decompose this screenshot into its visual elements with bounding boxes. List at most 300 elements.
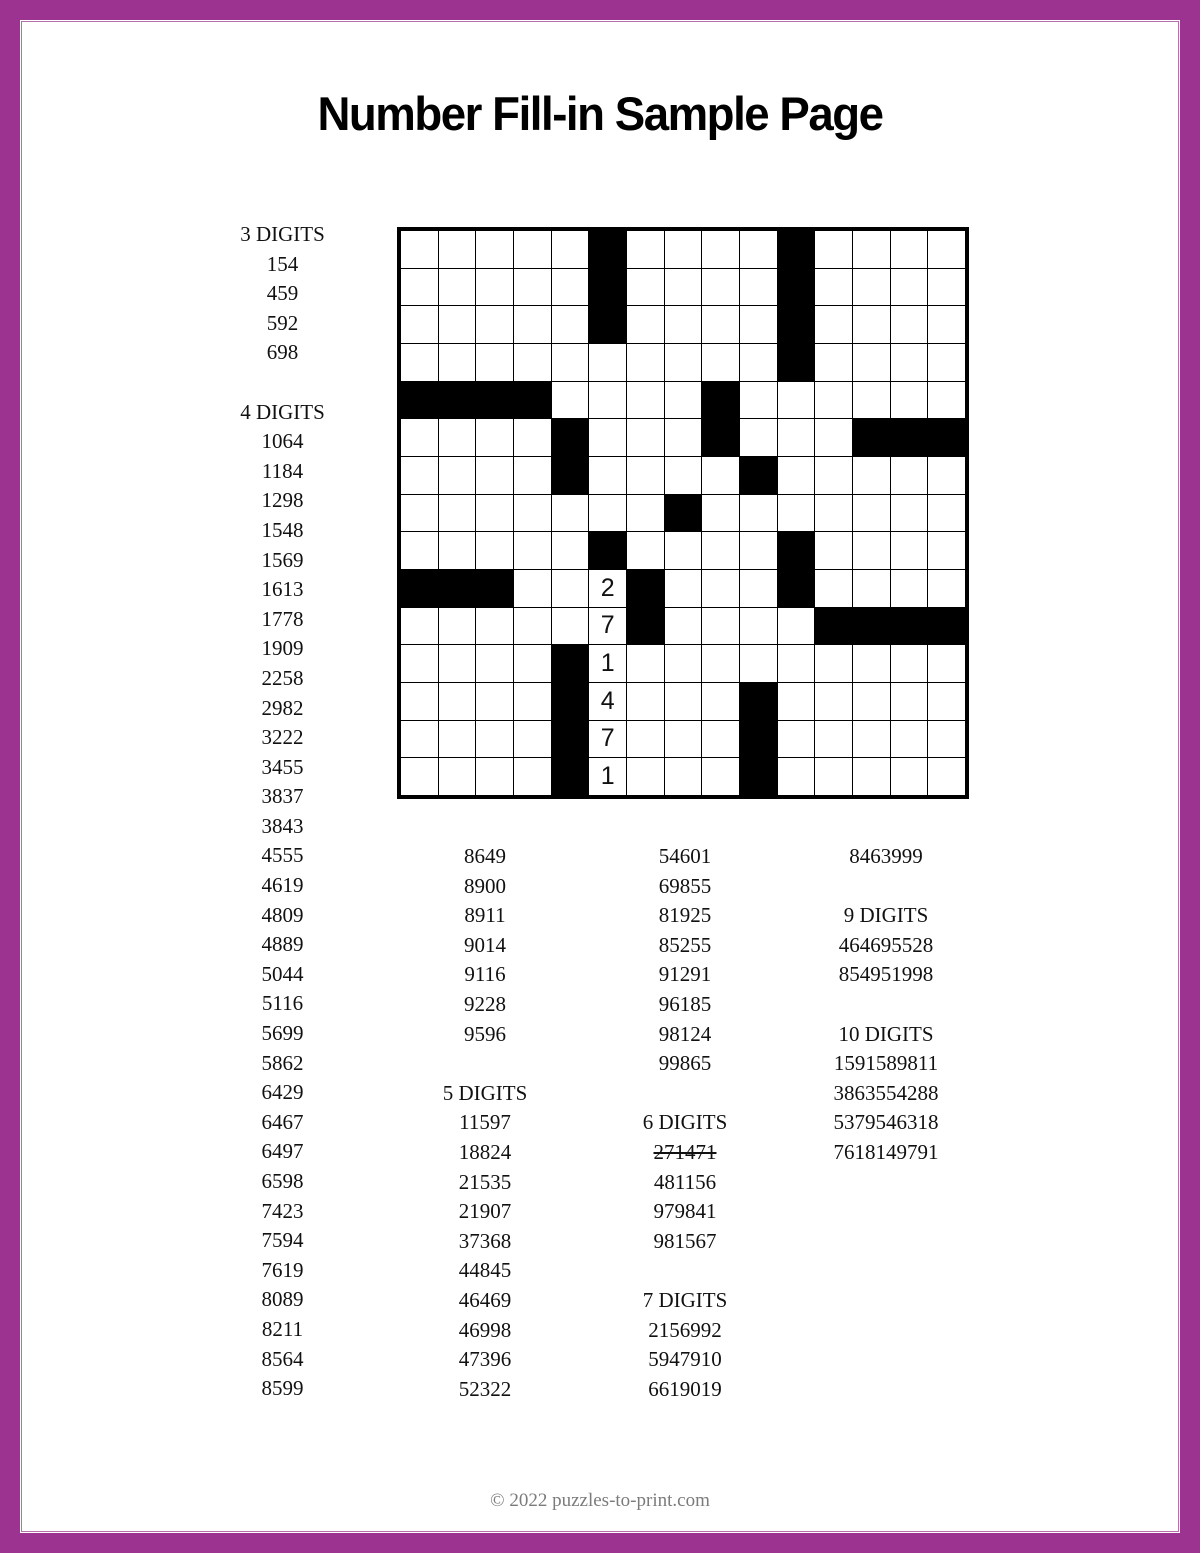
list-number: 9596 bbox=[464, 1021, 506, 1046]
grid-cell[interactable] bbox=[702, 570, 739, 607]
grid-cell[interactable] bbox=[627, 758, 664, 795]
grid-cell[interactable] bbox=[702, 495, 739, 532]
grid-cell[interactable]: 7 bbox=[589, 608, 626, 645]
grid-cell[interactable] bbox=[627, 231, 664, 268]
grid-cell[interactable] bbox=[401, 457, 438, 494]
grid-cell[interactable] bbox=[815, 231, 852, 268]
list-number: 3863554288 bbox=[833, 1080, 939, 1105]
grid-cell[interactable] bbox=[439, 532, 476, 569]
grid-cell[interactable] bbox=[476, 532, 513, 569]
list-number: 46998 bbox=[458, 1317, 512, 1342]
grid-cell[interactable] bbox=[815, 532, 852, 569]
grid-cell[interactable] bbox=[891, 645, 928, 682]
grid-cell-black bbox=[891, 608, 928, 645]
grid-cell[interactable] bbox=[778, 495, 815, 532]
list-blank-line bbox=[595, 1079, 775, 1109]
grid-cell[interactable] bbox=[627, 495, 664, 532]
grid-cell[interactable] bbox=[891, 758, 928, 795]
grid-cell[interactable] bbox=[740, 231, 777, 268]
grid-cell[interactable] bbox=[552, 231, 589, 268]
grid-cell-black bbox=[740, 683, 777, 720]
list-number: 99865 bbox=[658, 1051, 712, 1076]
grid-cell[interactable] bbox=[401, 495, 438, 532]
grid-cell[interactable] bbox=[439, 306, 476, 343]
grid-cell[interactable] bbox=[815, 419, 852, 456]
grid-cell[interactable] bbox=[514, 683, 551, 720]
grid-cell[interactable] bbox=[476, 457, 513, 494]
list-number: 11597 bbox=[459, 1110, 511, 1135]
grid-cell[interactable] bbox=[476, 231, 513, 268]
grid-cell[interactable] bbox=[702, 683, 739, 720]
grid-cell-black bbox=[702, 382, 739, 419]
grid-cell[interactable] bbox=[853, 344, 890, 381]
grid-cell[interactable] bbox=[702, 306, 739, 343]
grid-cell[interactable] bbox=[853, 683, 890, 720]
grid-cell-black bbox=[439, 570, 476, 607]
grid-cell-black bbox=[702, 419, 739, 456]
grid-cell[interactable] bbox=[665, 382, 702, 419]
list-number: 1613 bbox=[261, 577, 304, 602]
grid-cell[interactable] bbox=[891, 306, 928, 343]
puzzle-grid bbox=[397, 227, 969, 799]
grid-cell[interactable] bbox=[552, 382, 589, 419]
grid-cell[interactable] bbox=[740, 344, 777, 381]
grid-cell[interactable] bbox=[891, 721, 928, 758]
grid-cell[interactable] bbox=[702, 231, 739, 268]
list-number: 8564 bbox=[261, 1346, 304, 1371]
grid-cell-black bbox=[740, 721, 777, 758]
grid-cell-black bbox=[778, 570, 815, 607]
grid-cell[interactable] bbox=[740, 570, 777, 607]
grid-cell[interactable] bbox=[928, 382, 965, 419]
list-number: 3843 bbox=[261, 813, 304, 838]
grid-cell[interactable] bbox=[514, 758, 551, 795]
grid-cell-black bbox=[928, 419, 965, 456]
grid-cell[interactable] bbox=[514, 344, 551, 381]
grid-cell[interactable] bbox=[401, 532, 438, 569]
grid-cell-black bbox=[401, 570, 438, 607]
grid-cell-black bbox=[627, 570, 664, 607]
list-number: 459 bbox=[266, 281, 299, 306]
list-number: 47396 bbox=[458, 1347, 512, 1372]
list-number: 2258 bbox=[261, 665, 304, 690]
list-number: 5379546318 bbox=[833, 1110, 939, 1135]
grid-cell[interactable] bbox=[589, 495, 626, 532]
list-number: 592 bbox=[266, 310, 299, 335]
grid-cell[interactable] bbox=[514, 457, 551, 494]
list-number: 464695528 bbox=[838, 932, 934, 957]
list-number: 8463999 bbox=[849, 844, 923, 868]
clue-list-column-3 bbox=[595, 842, 775, 1404]
grid-cell[interactable] bbox=[891, 495, 928, 532]
list-number: 8089 bbox=[261, 1287, 304, 1312]
grid-cell[interactable] bbox=[891, 382, 928, 419]
list-number: 85255 bbox=[658, 932, 712, 957]
grid-cell-black bbox=[891, 419, 928, 456]
grid-cell[interactable] bbox=[401, 645, 438, 682]
grid-cell[interactable]: 2 bbox=[589, 570, 626, 607]
grid-cell[interactable] bbox=[815, 269, 852, 306]
grid-cell[interactable] bbox=[514, 419, 551, 456]
grid-cell[interactable] bbox=[778, 683, 815, 720]
page-title: Number Fill-in Sample Page bbox=[317, 87, 883, 140]
grid-cell[interactable] bbox=[665, 645, 702, 682]
list-number: 2982 bbox=[261, 695, 304, 720]
grid-cell[interactable] bbox=[665, 419, 702, 456]
grid-cell[interactable] bbox=[928, 306, 965, 343]
list-number: 44845 bbox=[458, 1258, 512, 1283]
list-number: 8900 bbox=[464, 873, 506, 898]
grid-cell[interactable] bbox=[853, 306, 890, 343]
grid-cell[interactable] bbox=[815, 721, 852, 758]
grid-cell[interactable] bbox=[514, 721, 551, 758]
grid-cell[interactable] bbox=[439, 344, 476, 381]
grid-cell[interactable] bbox=[702, 532, 739, 569]
grid-cell[interactable] bbox=[439, 231, 476, 268]
grid-cell[interactable] bbox=[665, 344, 702, 381]
list-blank-line bbox=[395, 1049, 575, 1079]
list-number: 979841 bbox=[653, 1199, 717, 1224]
grid-cell[interactable] bbox=[476, 683, 513, 720]
list-number: 4809 bbox=[261, 902, 304, 927]
grid-cell[interactable] bbox=[891, 269, 928, 306]
grid-cell[interactable] bbox=[928, 721, 965, 758]
grid-cell[interactable] bbox=[552, 608, 589, 645]
footer-credit: © 2022 puzzles-to-print.com bbox=[490, 1490, 710, 1511]
grid-cell[interactable] bbox=[476, 721, 513, 758]
grid-cell[interactable] bbox=[778, 758, 815, 795]
grid-cell[interactable] bbox=[476, 419, 513, 456]
grid-cell[interactable] bbox=[853, 495, 890, 532]
grid-cell[interactable] bbox=[891, 231, 928, 268]
grid-cell[interactable] bbox=[627, 645, 664, 682]
list-number: 5116 bbox=[261, 991, 304, 1016]
list-blank-line bbox=[790, 872, 982, 902]
list-number: 7423 bbox=[261, 1198, 304, 1223]
list-number: 7618149791 bbox=[833, 1139, 939, 1164]
grid-cell[interactable] bbox=[891, 570, 928, 607]
list-header: 6 DIGITS bbox=[642, 1110, 728, 1135]
list-number: 154 bbox=[266, 251, 299, 276]
list-number: 1064 bbox=[261, 429, 304, 454]
grid-cell[interactable] bbox=[439, 608, 476, 645]
grid-cell[interactable] bbox=[853, 457, 890, 494]
list-number: 9116 bbox=[464, 962, 506, 987]
grid-cell[interactable] bbox=[514, 269, 551, 306]
list-number: 69855 bbox=[658, 873, 712, 898]
list-number: 5044 bbox=[261, 961, 304, 986]
grid-cell[interactable] bbox=[401, 721, 438, 758]
grid-cell[interactable] bbox=[702, 758, 739, 795]
list-number: 96185 bbox=[658, 991, 712, 1016]
grid-cell[interactable] bbox=[928, 683, 965, 720]
grid-cell[interactable] bbox=[891, 344, 928, 381]
grid-cell[interactable] bbox=[665, 570, 702, 607]
grid-cell[interactable] bbox=[778, 608, 815, 645]
grid-cell-black bbox=[740, 758, 777, 795]
list-number: 9014 bbox=[464, 932, 506, 957]
grid-cell[interactable] bbox=[740, 532, 777, 569]
grid-cell-black bbox=[514, 382, 551, 419]
list-number: 98124 bbox=[658, 1021, 712, 1046]
list-number: 46469 bbox=[458, 1287, 512, 1312]
grid-cell[interactable] bbox=[665, 683, 702, 720]
grid-cell[interactable] bbox=[552, 532, 589, 569]
grid-cell[interactable] bbox=[401, 231, 438, 268]
grid-cell-black bbox=[552, 683, 589, 720]
grid-cell[interactable] bbox=[665, 758, 702, 795]
grid-cell[interactable] bbox=[815, 457, 852, 494]
list-number: 8649 bbox=[464, 844, 506, 868]
grid-cell-black bbox=[740, 457, 777, 494]
grid-cell[interactable] bbox=[476, 269, 513, 306]
grid-cell[interactable] bbox=[627, 683, 664, 720]
grid-cell[interactable] bbox=[514, 645, 551, 682]
grid-cell[interactable] bbox=[702, 645, 739, 682]
grid-cell[interactable] bbox=[815, 382, 852, 419]
list-number: 6467 bbox=[261, 1109, 304, 1134]
grid-cell[interactable] bbox=[778, 419, 815, 456]
list-header: 9 DIGITS bbox=[843, 903, 929, 928]
grid-cell-black bbox=[815, 608, 852, 645]
grid-cell[interactable] bbox=[891, 457, 928, 494]
grid-cell[interactable] bbox=[928, 457, 965, 494]
grid-cell[interactable] bbox=[476, 306, 513, 343]
grid-cell[interactable] bbox=[627, 721, 664, 758]
grid-cell-black bbox=[476, 382, 513, 419]
grid-cell[interactable] bbox=[815, 645, 852, 682]
grid-cell[interactable] bbox=[665, 457, 702, 494]
grid-cell[interactable] bbox=[778, 645, 815, 682]
grid-cell[interactable] bbox=[928, 269, 965, 306]
grid-cell-black bbox=[589, 269, 626, 306]
grid-cell[interactable] bbox=[401, 269, 438, 306]
grid-cell[interactable] bbox=[740, 306, 777, 343]
grid-cell[interactable] bbox=[702, 721, 739, 758]
list-header: 7 DIGITS bbox=[642, 1287, 728, 1312]
list-blank-line bbox=[175, 368, 390, 398]
grid-cell[interactable] bbox=[702, 344, 739, 381]
list-number: 8599 bbox=[261, 1376, 304, 1401]
grid-cell[interactable] bbox=[401, 419, 438, 456]
list-number: 5699 bbox=[261, 1021, 304, 1046]
grid-cell[interactable] bbox=[928, 570, 965, 607]
grid-cell[interactable] bbox=[853, 758, 890, 795]
grid-cell[interactable] bbox=[476, 608, 513, 645]
grid-cell[interactable] bbox=[928, 231, 965, 268]
list-number: 21907 bbox=[458, 1199, 512, 1224]
grid-cell[interactable] bbox=[853, 721, 890, 758]
grid-cell[interactable] bbox=[627, 457, 664, 494]
grid-cell[interactable] bbox=[702, 457, 739, 494]
grid-cell-black bbox=[778, 532, 815, 569]
list-number: 4555 bbox=[261, 843, 304, 868]
grid-cell[interactable] bbox=[891, 683, 928, 720]
list-number: 271471 bbox=[653, 1139, 717, 1164]
list-number: 1591589811 bbox=[833, 1051, 939, 1076]
grid-cell[interactable] bbox=[552, 344, 589, 381]
grid-cell-black bbox=[476, 570, 513, 607]
grid-cell[interactable] bbox=[401, 758, 438, 795]
list-number: 9228 bbox=[464, 991, 506, 1016]
grid-cell[interactable] bbox=[928, 532, 965, 569]
grid-cell[interactable] bbox=[439, 419, 476, 456]
grid-cell[interactable] bbox=[514, 532, 551, 569]
grid-cell[interactable] bbox=[928, 495, 965, 532]
list-number: 7594 bbox=[261, 1228, 304, 1253]
list-blank-line bbox=[790, 990, 982, 1020]
grid-cell[interactable] bbox=[627, 382, 664, 419]
grid-cell[interactable] bbox=[853, 532, 890, 569]
grid-cell[interactable] bbox=[589, 457, 626, 494]
grid-cell[interactable] bbox=[815, 570, 852, 607]
grid-cell[interactable] bbox=[665, 269, 702, 306]
list-number: 698 bbox=[266, 340, 299, 365]
list-number: 21535 bbox=[458, 1169, 512, 1194]
grid-cell[interactable] bbox=[552, 306, 589, 343]
grid-cell[interactable] bbox=[665, 608, 702, 645]
list-header: 4 DIGITS bbox=[240, 399, 325, 424]
grid-cell-black bbox=[928, 608, 965, 645]
grid-cell[interactable] bbox=[627, 532, 664, 569]
grid-cell[interactable] bbox=[627, 269, 664, 306]
grid-cell[interactable] bbox=[853, 269, 890, 306]
grid-cell-black bbox=[552, 721, 589, 758]
grid-cell[interactable] bbox=[740, 419, 777, 456]
grid-cell[interactable] bbox=[476, 645, 513, 682]
list-number: 52322 bbox=[458, 1376, 512, 1401]
grid-cell[interactable]: 1 bbox=[589, 645, 626, 682]
grid-cell[interactable] bbox=[740, 645, 777, 682]
grid-cell[interactable] bbox=[665, 532, 702, 569]
grid-cell-black bbox=[778, 269, 815, 306]
grid-cell-black bbox=[552, 419, 589, 456]
grid-cell[interactable] bbox=[552, 495, 589, 532]
clue-list-column-1 bbox=[175, 220, 390, 1404]
list-number: 854951998 bbox=[838, 962, 934, 987]
grid-cell[interactable] bbox=[439, 645, 476, 682]
grid-cell[interactable] bbox=[928, 758, 965, 795]
grid-cell[interactable] bbox=[476, 495, 513, 532]
grid-cell[interactable] bbox=[627, 419, 664, 456]
list-number: 2156992 bbox=[648, 1317, 722, 1342]
grid-cell[interactable] bbox=[514, 570, 551, 607]
list-number: 4619 bbox=[261, 873, 304, 898]
grid-cell[interactable] bbox=[552, 570, 589, 607]
grid-cell[interactable] bbox=[778, 721, 815, 758]
grid-cell[interactable] bbox=[589, 344, 626, 381]
grid-cell[interactable] bbox=[514, 608, 551, 645]
list-header: 3 DIGITS bbox=[240, 222, 325, 246]
grid-cell[interactable] bbox=[401, 344, 438, 381]
grid-cell-black bbox=[589, 231, 626, 268]
grid-cell[interactable] bbox=[891, 532, 928, 569]
grid-cell[interactable] bbox=[401, 608, 438, 645]
grid-cell[interactable] bbox=[740, 495, 777, 532]
list-number: 1548 bbox=[261, 517, 304, 542]
grid-cell[interactable]: 1 bbox=[589, 758, 626, 795]
grid-cell[interactable] bbox=[702, 608, 739, 645]
grid-cell[interactable] bbox=[439, 495, 476, 532]
clue-list-column-2 bbox=[395, 842, 575, 1404]
list-number: 6598 bbox=[261, 1169, 304, 1193]
list-number: 18824 bbox=[458, 1139, 512, 1164]
grid-cell[interactable] bbox=[815, 344, 852, 381]
list-number: 1569 bbox=[261, 547, 304, 572]
list-header: 10 DIGITS bbox=[838, 1021, 934, 1046]
grid-cell[interactable] bbox=[665, 306, 702, 343]
grid-cell[interactable] bbox=[627, 306, 664, 343]
grid-cell[interactable] bbox=[514, 306, 551, 343]
grid-cell[interactable] bbox=[702, 269, 739, 306]
grid-cell[interactable] bbox=[589, 382, 626, 419]
grid-cell[interactable] bbox=[665, 721, 702, 758]
grid-cell[interactable] bbox=[552, 269, 589, 306]
grid-cell-black bbox=[552, 457, 589, 494]
grid-cell-black bbox=[627, 608, 664, 645]
grid-cell[interactable] bbox=[778, 457, 815, 494]
list-number: 481156 bbox=[653, 1169, 717, 1194]
grid-cell[interactable] bbox=[589, 419, 626, 456]
grid-cell[interactable] bbox=[476, 344, 513, 381]
grid-cell[interactable]: 7 bbox=[589, 721, 626, 758]
list-number: 1184 bbox=[261, 458, 304, 483]
grid-cell-black bbox=[552, 645, 589, 682]
grid-cell[interactable] bbox=[740, 608, 777, 645]
grid-cell[interactable] bbox=[815, 306, 852, 343]
grid-cell[interactable] bbox=[439, 721, 476, 758]
list-number: 5947910 bbox=[648, 1347, 722, 1372]
list-number: 6619019 bbox=[648, 1376, 722, 1401]
list-number: 8911 bbox=[464, 903, 506, 928]
list-header: 5 DIGITS bbox=[442, 1080, 528, 1105]
grid-cell[interactable] bbox=[853, 570, 890, 607]
grid-cell[interactable] bbox=[476, 758, 513, 795]
grid-cell[interactable] bbox=[853, 231, 890, 268]
grid-cell[interactable] bbox=[815, 495, 852, 532]
grid-cell[interactable] bbox=[401, 683, 438, 720]
grid-cell[interactable] bbox=[928, 645, 965, 682]
grid-cell[interactable] bbox=[514, 495, 551, 532]
grid-cell[interactable] bbox=[853, 382, 890, 419]
list-number: 37368 bbox=[458, 1228, 512, 1253]
grid-cell[interactable] bbox=[514, 231, 551, 268]
grid-cell[interactable] bbox=[815, 683, 852, 720]
clue-list-column-4 bbox=[790, 842, 982, 1168]
list-number: 7619 bbox=[261, 1257, 304, 1282]
grid-cell[interactable] bbox=[815, 758, 852, 795]
grid-cell[interactable] bbox=[439, 758, 476, 795]
grid-cell[interactable] bbox=[665, 231, 702, 268]
list-number: 91291 bbox=[658, 962, 712, 987]
list-number: 6429 bbox=[261, 1080, 304, 1105]
grid-cell[interactable] bbox=[627, 344, 664, 381]
grid-cell[interactable] bbox=[778, 382, 815, 419]
grid-cell-black bbox=[439, 382, 476, 419]
grid-cell[interactable] bbox=[740, 269, 777, 306]
grid-cell[interactable] bbox=[439, 683, 476, 720]
grid-cell[interactable] bbox=[439, 457, 476, 494]
list-number: 1909 bbox=[261, 636, 304, 661]
grid-cell[interactable] bbox=[401, 306, 438, 343]
list-number: 54601 bbox=[658, 844, 712, 868]
grid-cell[interactable]: 4 bbox=[589, 683, 626, 720]
grid-cell-black bbox=[853, 419, 890, 456]
grid-cell[interactable] bbox=[439, 269, 476, 306]
grid-cell[interactable] bbox=[853, 645, 890, 682]
grid-cell[interactable] bbox=[928, 344, 965, 381]
grid-cell[interactable] bbox=[740, 382, 777, 419]
